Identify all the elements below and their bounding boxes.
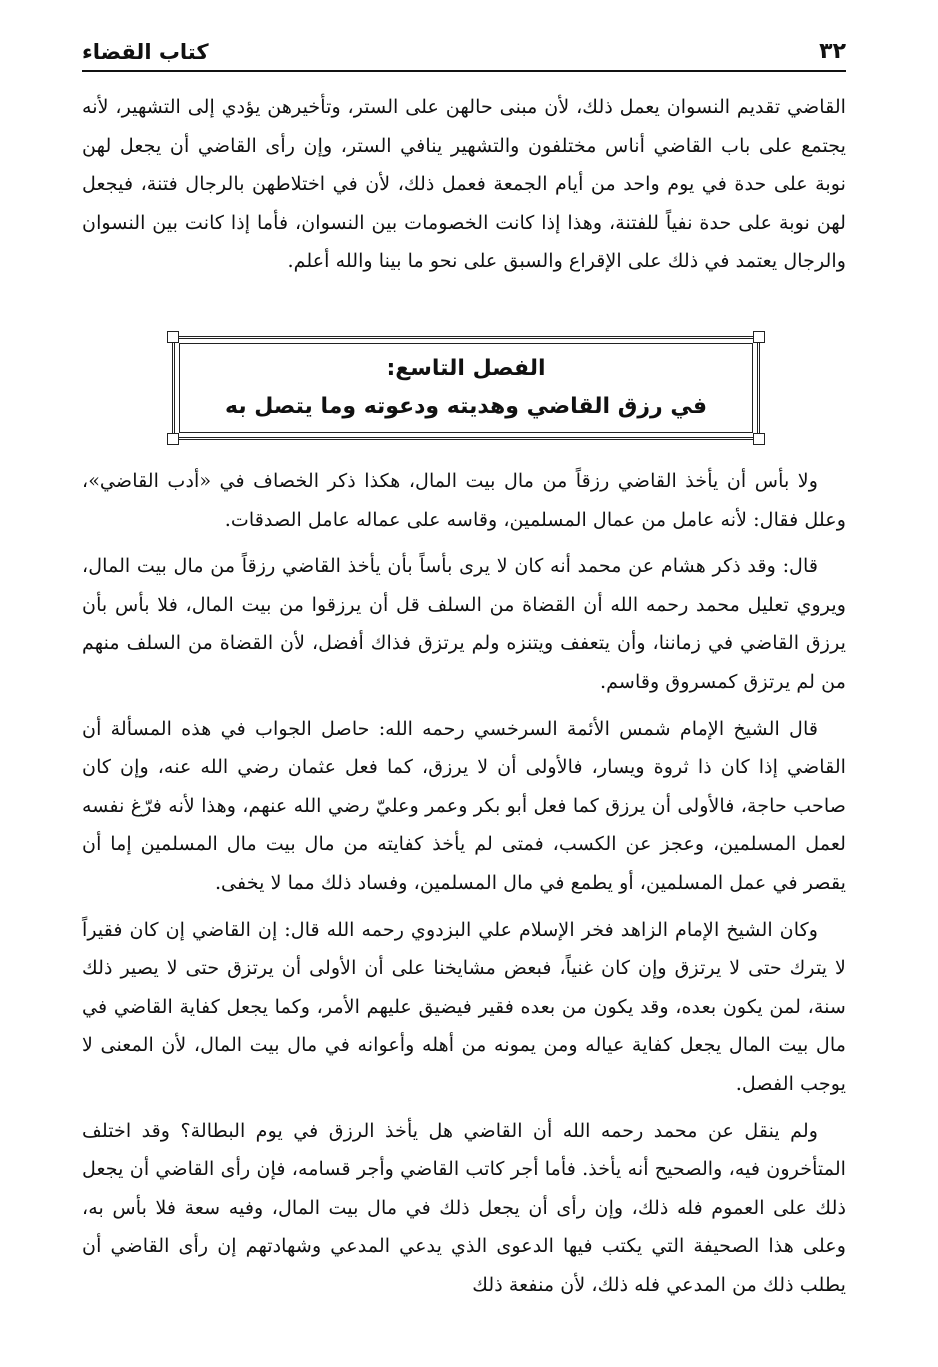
body-paragraph: ولم ينقل عن محمد رحمه الله أن القاضي هل يأخذ الرزق في يوم البطالة؟ وقد اختلف المتأخرون فيه، والصحيح أنه يأخذ. فأما أجر كاتب القاضي وأجر قسامه، فإن رأى القاضي أن يجعل ذلك على العموم فله ذلك، وإن رأى أن يجعل ذلك في مال بيت المال، وفيه سعة فلا بأس به، وعلى هذا الصحيفة التي يكتب فيها الدعوى الذي يدعي المدعي وشهادتهم إن رأى القاضي أن يطلب ذلك من المدعي فله ذلك، لأن منفعة ذلك (82, 1118, 846, 1296)
section-heading (179, 343, 753, 433)
section-title: في رزق القاضي وهديته ودعوته وما يتصل به (225, 394, 708, 419)
frame-corner-ornament (167, 433, 179, 445)
book-title: كتاب القضاء (82, 40, 209, 64)
page-number: ٣٢ (819, 39, 846, 64)
frame-corner-ornament (753, 331, 765, 343)
frame-corner-ornament (753, 433, 765, 445)
section-heading-frame (172, 336, 760, 440)
intro-text (82, 88, 846, 281)
frame-corner-ornament (167, 331, 179, 343)
intro-paragraph: القاضي تقديم النسوان يعمل ذلك، لأن مبنى حالهن على الستر، وتأخيرهن يؤدي إلى التشهير، لأنه يجتمع على باب القاضي أناس مختلفون والتشهير ينافي الستر، وإن رأى القاضي أن يجعل لهن نوبة على حدة في يوم واحد من أيام الجمعة فعمل ذلك، لأن في اختلاطهن بالرجال فتنة، فيجعل لهن نوبة على حدة نفياً للفتنة، وهذا إذا كانت الخصومات بين النسوان، فأما إذا كانت بين النسوان والرجال يعتمد في ذلك على الإقراع والسبق على نحو ما بينا والله أعلم. (82, 95, 846, 273)
section-label: الفصل التاسع: (386, 356, 546, 381)
body-paragraph: ولا بأس أن يأخذ القاضي رزقاً من مال بيت المال، هكذا ذكر الخصاف في «أدب القاضي»، وعلل فقال: لأنه عامل من عمال المسلمين، وقاسه على عماله عامل الصدقات. (82, 469, 846, 531)
body-paragraph: وكان الشيخ الإمام الزاهد فخر الإسلام علي البزدوي رحمه الله قال: إن القاضي إن كان فقيراً لا يترك حتى لا يرتزق وإن كان غنياً، فبعض مشايخنا على أن الأولى أن يرتزق حتى لا يصير ذلك سنة، لمن يكون بعده، وقد يكون من بعده فقير فيضيق عليهم الأمر، وكما يجعل كفاية القاضي في مال بيت المال يجعل كفاية عياله ومن يمونه من أهله وأعوانه في مال بيت المال، لأن المعنى لا يوجب الفصل. (82, 917, 846, 1095)
section-body (82, 462, 846, 1312)
running-header (82, 28, 846, 72)
body-paragraph: قال الشيخ الإمام شمس الأئمة السرخسي رحمه الله: حاصل الجواب في هذه المسألة أن القاضي إذا كان ذا ثروة ويسار، فالأولى أن لا يرزق، كما فعل عثمان رضي الله عنه، وإن كان صاحب حاجة، فالأولى أن يرزق كما فعل أبو بكر وعمر وعليّ رضي الله عنهم، وهذا لأنه فرّغ نفسه لعمل المسلمين، وعجز عن الكسب، فمتى لم يأخذ كفايته من مال بيت مال المسلمين إما أن يقصر في عمل المسلمين، أو يطمع في مال المسلمين، وفساد ذلك مما لا يخفى. (82, 716, 846, 894)
body-paragraph: قال: وقد ذكر هشام عن محمد أنه كان لا يرى بأساً بأن يأخذ القاضي رزقاً من مال بيت المال، ويروي تعليل محمد رحمه الله أن القضاة من السلف قل أن يرزقوا من بيت المال، فلا بأس بأن يرزق القاضي في زماننا، وأن يتعفف ويتنزه ولم يرتزق فذاك أفضل، لأن القضاة من السلف منهم من لم يرتزق كمسروق وقاسم. (82, 554, 846, 693)
